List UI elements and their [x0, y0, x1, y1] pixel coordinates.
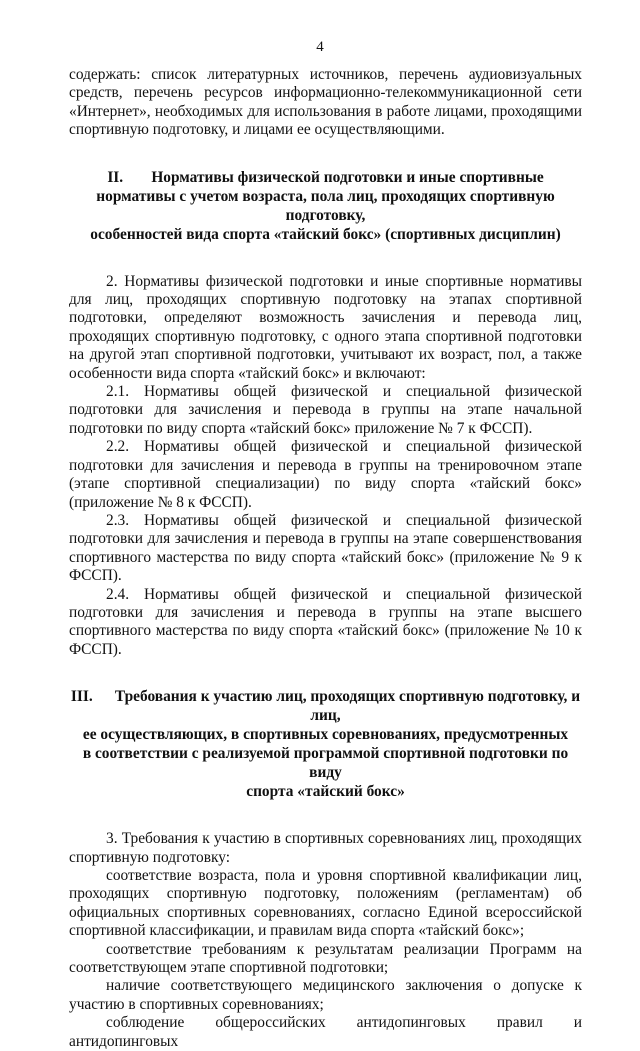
page-number: 4 [316, 39, 324, 55]
paragraph-2-2: 2.2. Нормативы общей физической и специальной физической подготовки для зачисления и перевода в группы на тренировочном этапе (этапе спортивной специализации) по виду спорта «тайский бокс» (приложение № 8 к ФССП). [69, 438, 582, 511]
section-3-title-line-4: спорта «тайский бокс» [246, 783, 405, 801]
section-2-title-line-1: II. Нормативы физической подготовки и иные спортивные [107, 168, 544, 186]
section-2-number: II. [107, 168, 124, 186]
paragraph-3: 3. Требования к участию в спортивных соревнованиях лиц, проходящих спортивную подготовку: [69, 830, 582, 866]
section-3-title-line-2: ее осуществляющих, в спортивных соревнованиях, предусмотренных [82, 726, 569, 744]
page-content [69, 66, 582, 1051]
paragraph-2-4: 2.4. Нормативы общей физической и специальной физической подготовки для зачисления и перевода в группы на этапе высшего спортивного мастерства по виду спорта «тайский бокс» (приложение № 10 к ФССП). [69, 585, 582, 658]
requirement-item-3: наличие соответствующего медицинского заключения о допуске к участию в спортивных соревнованиях; [69, 977, 582, 1013]
section-2-title-line-3: особенностей вида спорта «тайский бокс» (спортивных дисциплин) [90, 225, 561, 243]
section-2-heading [69, 168, 582, 244]
requirement-item-4: соблюдение общероссийских антидопинговых правил и антидопинговых [69, 1014, 582, 1050]
requirement-item-2: соответствие требованиям к результатам реализации Программ на соответствующем этапе спортивной подготовки; [69, 940, 582, 976]
paragraph-2-1: 2.1. Нормативы общей физической и специальной физической подготовки для зачисления и перевода в группы на этапе начальной подготовки по виду спорта «тайский бокс» приложение № 7 к ФССП). [69, 383, 582, 437]
paragraph-2-3: 2.3. Нормативы общей физической и специальной физической подготовки для зачисления и перевода в группы на этапе совершенствования спортивного мастерства по виду спорта «тайский бокс» (приложение № 9 к ФССП). [69, 511, 582, 585]
section-3-number: III. [70, 688, 93, 706]
intro-paragraph: содержать: список литературных источников, перечень аудиовизуальных средств, перечень ресурсов информационно-телекоммуникационной сети «Интернет», необходимых для использования в работе лицами, проходящими спортивную подготовку, и лицами ее осуществляющими. [69, 66, 582, 139]
section-3-title-line-1: III. Требования к участию лиц, проходящих спортивную подготовку, и лиц, [70, 688, 581, 725]
requirement-item-1: соответствие возраста, пола и уровня спортивной квалификации лиц, проходящих спортивную подготовку, положениям (регламентам) об официальных спортивных соревнованиях, согласно Единой всероссийской спортивной классификации, и правилам вида спорта «тайский бокс»; [69, 866, 582, 940]
paragraph-2: 2. Нормативы физической подготовки и иные спортивные нормативы для лиц, проходящих спортивную подготовку на этапах спортивной подготовки, определяют возможность зачисления и перевода лиц, проходящих спортивную подготовку, с одного этапа спортивной подготовки на другой этап спортивной подготовки, учитывают их возраст, пол, а также особенности вида спорта «тайский бокс» и включают: [69, 272, 582, 382]
section-3-title-line-3: в соответствии с реализуемой программой спортивной подготовки по виду [82, 745, 569, 782]
section-2-title-line-2: нормативы с учетом возраста, пола лиц, проходящих спортивную подготовку, [96, 187, 555, 224]
section-3-heading [69, 687, 582, 801]
